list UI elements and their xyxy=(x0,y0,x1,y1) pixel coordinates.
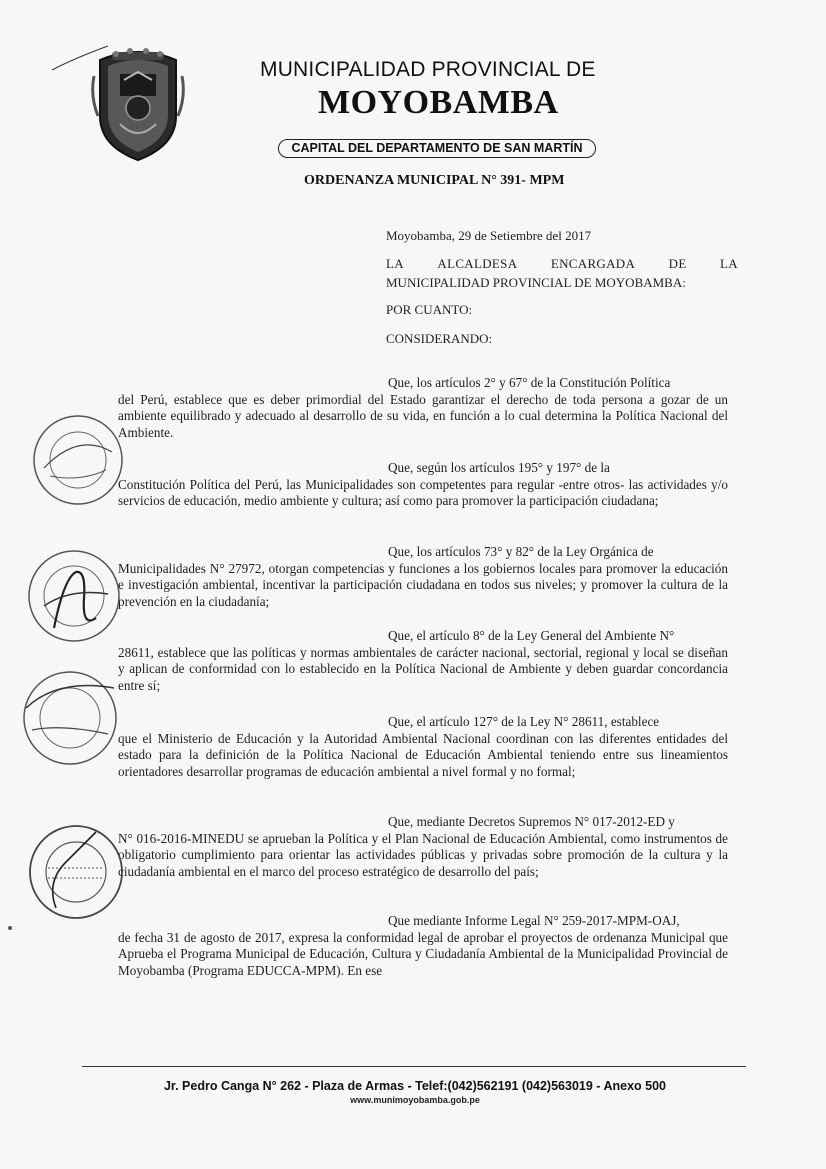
footer-address: Jr. Pedro Canga N° 262 - Plaza de Armas - Telef:(042)562191 (042)563019 - Anexo 500 xyxy=(163,1079,666,1093)
alcaldesa-line-1 xyxy=(386,254,738,273)
alcaldesa-word: ENCARGADA xyxy=(550,256,636,271)
por-cuanto-label: POR CUANTO: xyxy=(386,302,473,317)
header-capital-badge: CAPITAL DEL DEPARTAMENTO DE SAN MARTÍN xyxy=(278,139,596,158)
paragraph-lead: Que, mediante Decretos Supremos N° 017-2012-ED y xyxy=(388,814,675,829)
considerando-paragraph xyxy=(118,714,728,780)
alcaldesa-word: DE xyxy=(668,256,687,271)
ordinance-title: ORDENANZA MUNICIPAL N° 391- MPM xyxy=(304,173,565,188)
paragraph-body: Constitución Política del Perú, las Municipalidades son competentes para regular -entre otros- las actividades y/o servicios de educación, medio ambiente y cultura; así como para promover la participación ciudadana; xyxy=(118,476,728,508)
alcaldesa-word: ALCALDESA xyxy=(437,256,518,271)
alcaldesa-word: LA xyxy=(386,256,404,271)
paragraph-lead: Que, los artículos 2° y 67° de la Constitución Política xyxy=(388,375,671,390)
paragraph-lead: Que, el artículo 8° de la Ley General del Ambiente N° xyxy=(388,628,675,643)
footer-website: www.munimoyobamba.gob.pe xyxy=(350,1095,480,1105)
considerando-paragraph xyxy=(118,544,728,610)
considerando-label: CONSIDERANDO: xyxy=(386,331,493,346)
paragraph-body: N° 016-2016-MINEDU se aprueban la Política y el Plan Nacional de Educación Ambiental, como instrumentos de obligatorio cumplimiento para orientar las actividades públicas y privadas sobre promoción de la cultura y la ciudadanía ambiental en el marco del proceso estratégico de desarrollo del país; xyxy=(118,830,728,879)
paragraph-body: 28611, establece que las políticas y normas ambientales de carácter nacional, sectorial, regional y local se diseñan y aplican de conformidad con lo establecido en la Política Nacional de Ambiente y deben guardar concordancia entre sí; xyxy=(118,644,728,693)
paragraph-lead: Que, los artículos 73° y 82° de la Ley Orgánica de xyxy=(388,544,654,559)
paragraph-body: de fecha 31 de agosto de 2017, expresa la conformidad legal de aprobar el proyectos de ordenanza Municipal que Aprueba el Programa Municipal de Educación, Cultura y Ciudadanía Ambiental de la Municipalidad Provincial de Moyobamba (Programa EDUCCA-MPM). En ese xyxy=(118,929,728,978)
alcaldesa-heading xyxy=(386,254,738,292)
considerando-paragraph xyxy=(118,375,728,441)
considerando-paragraph xyxy=(118,460,728,510)
paragraph-body: del Perú, establece que es deber primordial del Estado garantizar el derecho de toda persona a gozar de un ambiente equilibrado y adecuado al desarrollo de su vida, en función a lo cual determina la Política Nacional del Ambiente. xyxy=(118,391,728,440)
alcaldesa-line-2: MUNICIPALIDAD PROVINCIAL DE MOYOBAMBA: xyxy=(386,275,686,290)
scan-speck xyxy=(8,926,12,930)
paragraph-lead: Que mediante Informe Legal N° 259-2017-MPM-OAJ, xyxy=(388,913,680,928)
municipal-crest-logo xyxy=(90,46,186,162)
header-municipality-line: MUNICIPALIDAD PROVINCIAL DE xyxy=(260,58,596,81)
considerando-paragraph xyxy=(118,628,728,694)
paragraph-lead: Que, según los artículos 195° y 197° de la xyxy=(388,460,610,475)
considerando-paragraph xyxy=(118,814,728,880)
considerando-paragraph xyxy=(118,913,728,979)
document-date: Moyobamba, 29 de Setiembre del 2017 xyxy=(386,228,592,243)
secretaria-general-stamp xyxy=(30,412,126,508)
paragraph-body: que el Ministerio de Educación y la Autoridad Ambiental Nacional coordinan con las diferentes entidades del estado para la definición de la Política Nacional de Educación Ambiental teniendo entre sus lineamientos orientadores desarrollar programas de educación ambiental a nivel formal y no formal; xyxy=(118,730,728,779)
alcaldia-stamp xyxy=(26,822,126,922)
footer-divider xyxy=(82,1066,746,1067)
paragraph-body: Municipalidades N° 27972, otorgan competencias y funciones a los gobiernos locales para promover la educación e investigación ambiental, incentivar la participación ciudadana en todos sus niveles; y promover la cultura de la prevención en la ciudadanía; xyxy=(118,560,728,609)
asesoria-juridica-stamp xyxy=(24,548,124,644)
paragraph-lead: Que, el artículo 127° de la Ley N° 28611, establece xyxy=(388,714,660,729)
gerencia-municipal-stamp xyxy=(18,668,122,768)
alcaldesa-word: LA xyxy=(720,256,738,271)
header-city-name: MOYOBAMBA xyxy=(318,84,559,121)
